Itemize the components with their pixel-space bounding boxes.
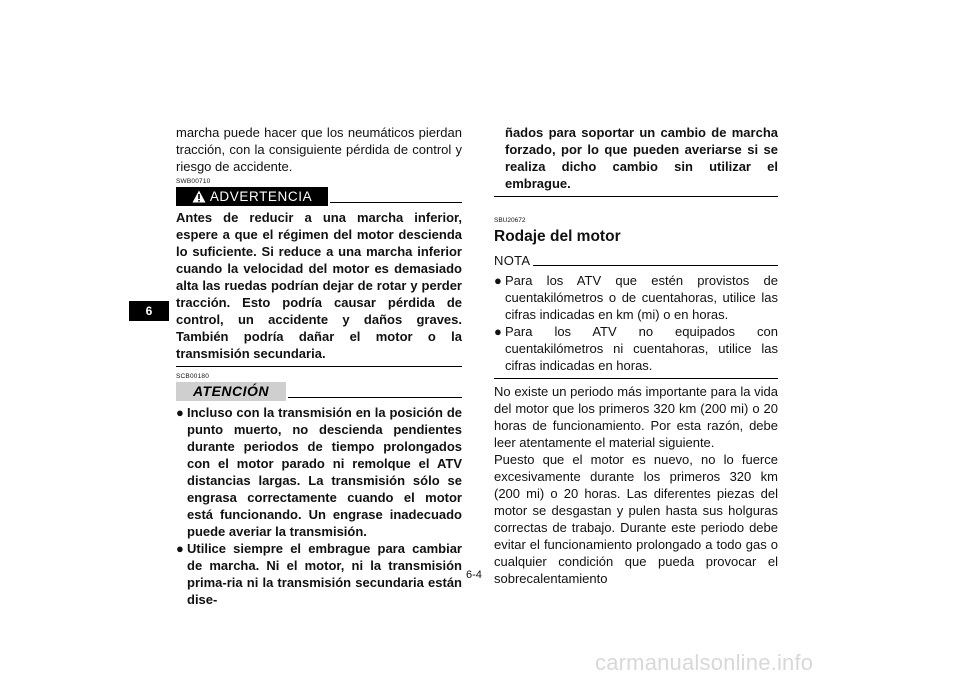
body-paragraph-1: No existe un periodo más importante para la vida del motor que los primeros 320 km (200 mi) o 20 horas de funcionamiento. Por esta razón, debe leer atentamente el material siguiente. [494,384,778,450]
warning-label-box [176,187,328,206]
warning-block [176,209,462,367]
note-header [494,252,778,269]
warning-header [176,187,462,206]
body-paragraph-2: Puesto que el motor es nuevo, no lo fuerce excesivamente durante los primeros 320 km (200 mi) o 20 horas. Las diferentes piezas del motor se desgastan y pulen hasta sus holguras correctas de trabajo. Durante este periodo debe evitar el funcionamiento prolongado a todo gas o cualquier condición que pueda provocar el sobrecalentamiento [494,452,778,586]
warning-text: Antes de reducir a una marcha inferior, espere a que el régimen del motor descienda lo suficiente. Si reduce a una marcha inferior cuando la velocidad del motor es demasiado alta las ruedas podrían dejar de rotar y perder tracción. Esto podría causar pérdida de control, un accidente y daños graves. También podría dañar el motor o la transmisión secundaria. [176,210,462,361]
warning-code: SWB00710 [176,178,211,185]
caution-rule [288,397,462,398]
list-item: ● Incluso con la transmisión en la posición de punto muerto, no descienda pendientes durante periodos de tiempo prolongados con el motor parado ni remolque el ATV distancias largas. La transmisión sólo se engrasa correctamente cuando el motor está funcionando. Un engrase inadecuado puede averiar la transmisión. [176,405,462,539]
section-title: Rodaje del motor [494,228,621,245]
caution-list [176,404,462,608]
note-block [494,272,778,379]
watermark: carmanualsonline.info [595,650,814,675]
left-column [176,124,462,608]
note-rule [533,265,778,266]
bullet-icon: ● [176,541,184,556]
caution-continuation: ñados para soportar un cambio de marcha forzado, por lo que pueden averiarse si se realiza dicho cambio sin utilizar el embrague. [505,125,778,191]
chapter-tab: 6 [129,301,169,321]
caution-continuation-block [494,124,778,197]
caution-code: SCB00180 [176,373,210,380]
note-list [494,272,778,374]
bullet-icon: ● [176,405,184,420]
page-number: 6-4 [466,569,482,581]
intro-paragraph: marcha puede hacer que los neumáticos pierdan tracción, con la consiguiente pérdida de control y riesgo de accidente. [176,125,462,174]
bullet-icon: ● [494,273,502,288]
caution-header [176,382,462,401]
note-label: NOTA [494,253,531,268]
right-column [494,124,778,587]
warning-label: ADVERTENCIA [209,189,313,204]
list-item: ● Para los ATV no equipados con cuentakilómetros ni cuentahoras, utilice las cifras indicadas en horas. [494,324,778,373]
bullet-icon: ● [494,324,502,339]
list-item: ● Para los ATV que estén provistos de cuentakilómetros o de cuentahoras, utilice las cifras indicadas en km (mi) o en horas. [494,273,778,322]
list-item: ● Utilice siempre el embrague para cambiar de marcha. Ni el motor, ni la transmisión prima-ria ni la transmisión secundaria están dise- [176,541,462,607]
section-code: SBU20672 [494,217,526,224]
warning-triangle-icon [192,190,206,203]
warning-rule [330,202,462,203]
caution-label: ATENCIÓN [176,382,286,401]
